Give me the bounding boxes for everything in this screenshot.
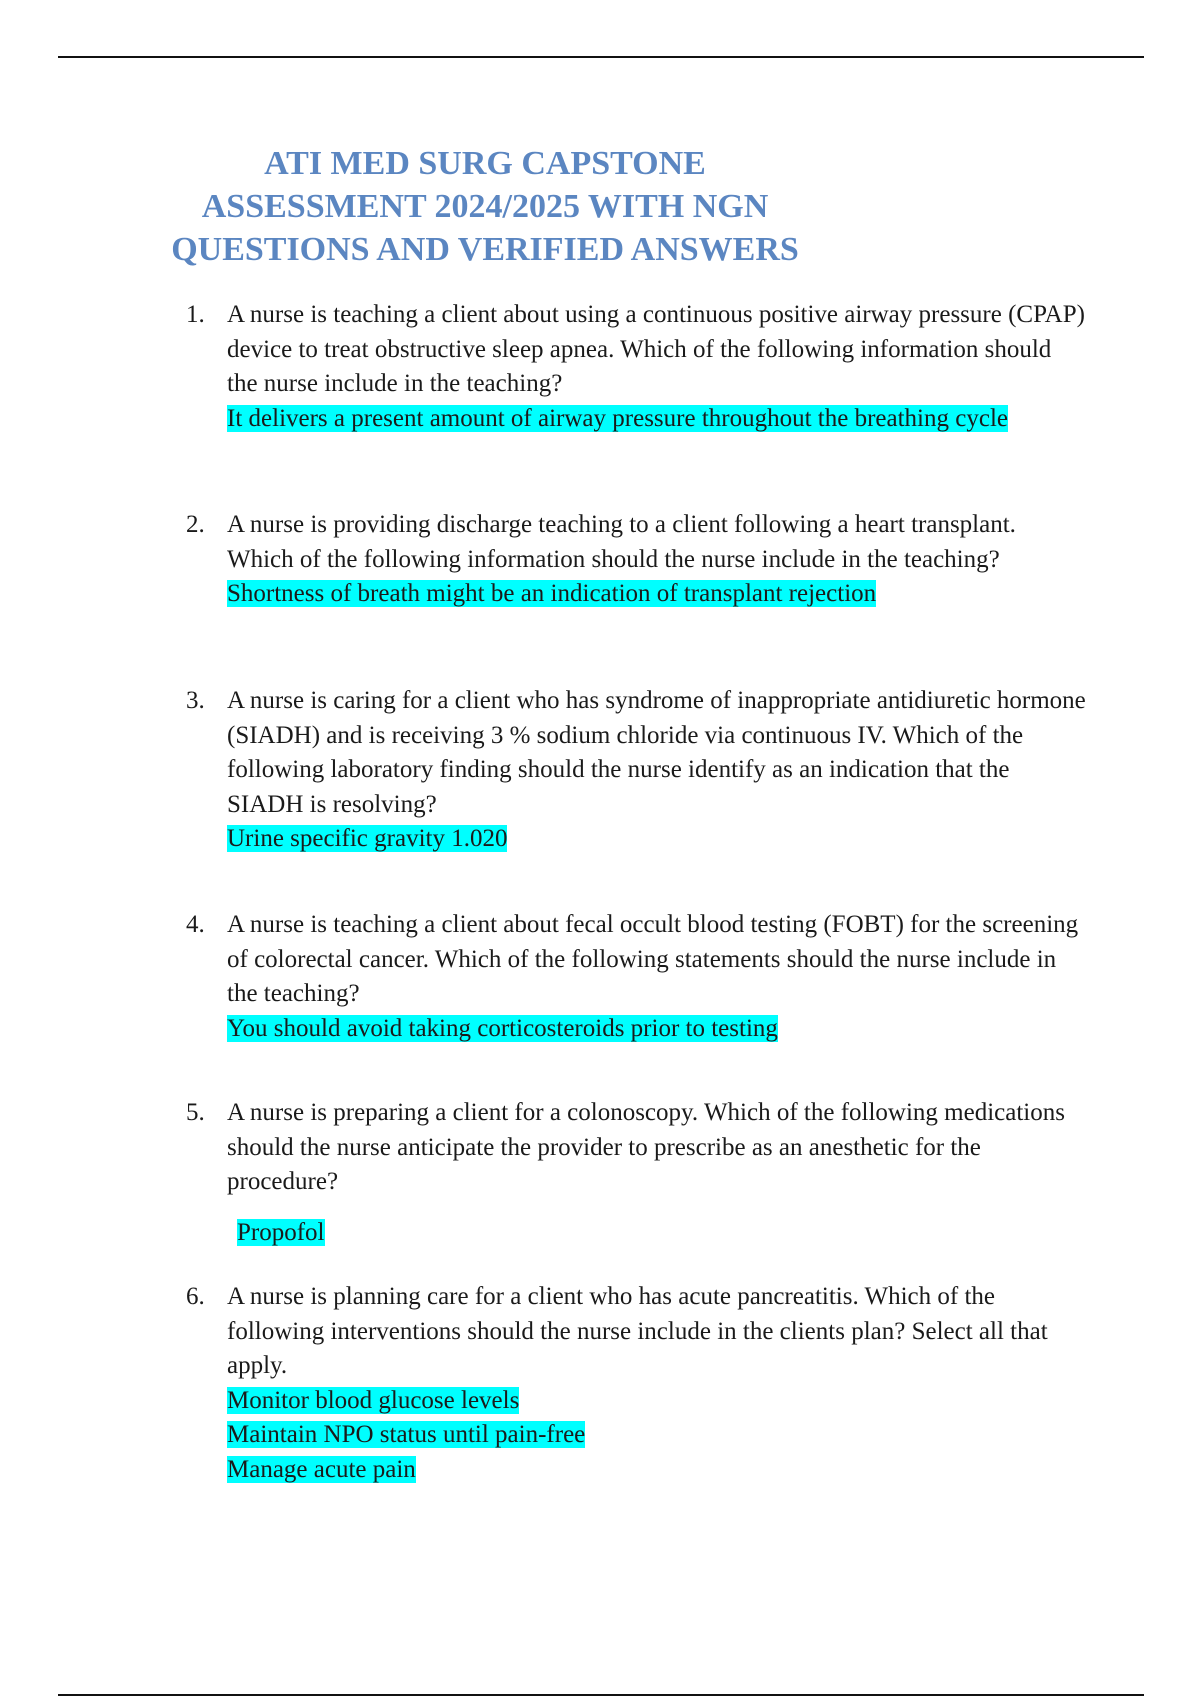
header-rule	[58, 56, 1144, 58]
question-stem: A nurse is planning care for a client who has acute pancreatitis. Which of the following interventions should the nurse include in the clients plan? Select all that apply.	[227, 1283, 1048, 1379]
answer-highlight: Monitor blood glucose levels	[227, 1386, 520, 1414]
question-item	[186, 1096, 1086, 1250]
answer-highlight: You should avoid taking corticosteroids prior to testing	[227, 1014, 778, 1042]
question-item	[186, 684, 1086, 857]
question-stem: A nurse is teaching a client about fecal occult blood testing (FOBT) for the screening of colorectal cancer. Which of the following statements should the nurse include in the teaching?	[227, 911, 1079, 1007]
document-title	[120, 142, 850, 271]
answer-highlight: Manage acute pain	[227, 1455, 416, 1483]
answer-highlight: Maintain NPO status until pain-free	[227, 1421, 586, 1448]
answer-highlight: Urine specific gravity 1.020	[227, 825, 508, 852]
question-number: 3.	[186, 687, 205, 714]
question-number: 6.	[186, 1283, 205, 1310]
question-number: 1.	[186, 301, 205, 328]
question-item	[186, 908, 1086, 1046]
question-item	[186, 508, 1086, 612]
answer-highlight: Shortness of breath might be an indication of transplant rejection	[227, 580, 877, 607]
title-line: QUESTIONS AND VERIFIED ANSWERS	[171, 231, 799, 268]
question-stem: A nurse is providing discharge teaching to a client following a heart transplant. Which of the following information should the nurse include in the teaching?	[227, 511, 1016, 573]
title-line: ASSESSMENT 2024/2025 WITH NGN	[201, 188, 769, 225]
title-line: ATI MED SURG CAPSTONE	[264, 145, 706, 182]
question-stem: A nurse is teaching a client about using a continuous positive airway pressure (CPAP) device to treat obstructive sleep apnea. Which of the following information should the nurse include in the teaching?	[227, 301, 1085, 397]
footer-rule	[58, 1694, 1144, 1696]
question-number: 2.	[186, 511, 205, 538]
question-item	[186, 298, 1086, 436]
question-stem: A nurse is caring for a client who has syndrome of inappropriate antidiuretic hormone (SIADH) and is receiving 3 % sodium chloride via continuous IV. Which of the following laboratory finding should the nurse identify as an indication that the SIADH is resolving?	[227, 687, 1086, 818]
answer-highlight: It delivers a present amount of airway pressure throughout the breathing cycle	[227, 404, 1008, 432]
question-item	[186, 1280, 1086, 1487]
question-number: 4.	[186, 911, 205, 938]
question-number: 5.	[186, 1099, 205, 1126]
question-stem: A nurse is preparing a client for a colonoscopy. Which of the following medications should the nurse anticipate the provider to prescribe as an anesthetic for the procedure?	[227, 1099, 1065, 1195]
answer-highlight: Propofol	[237, 1218, 325, 1246]
